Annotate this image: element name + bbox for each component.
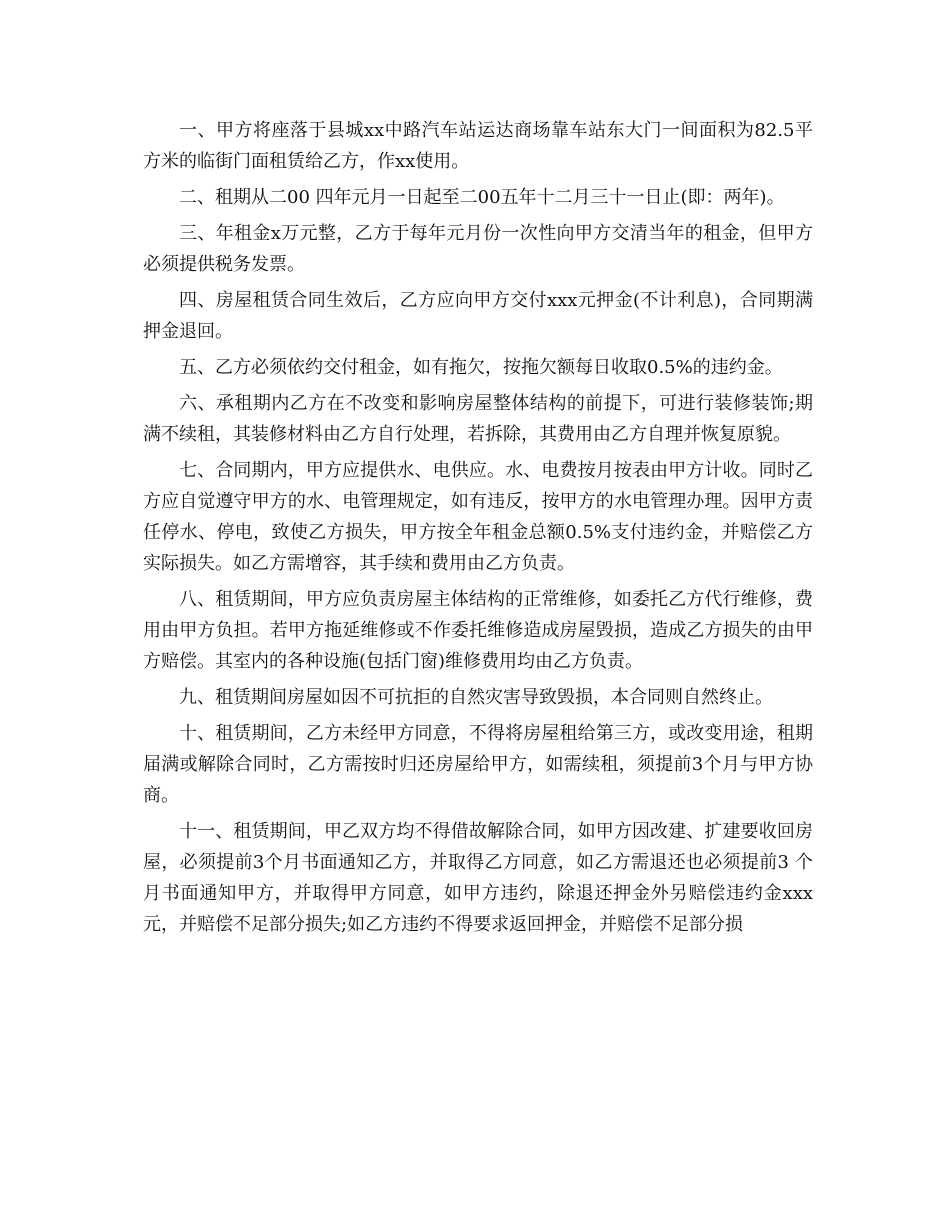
clause-4: 四、房屋租赁合同生效后，乙方应向甲方交付xxx元押金(不计利息)，合同期满押金退回。 — [143, 290, 813, 342]
clause-11: 十一、租赁期间，甲乙双方均不得借故解除合同，如甲方因改建、扩建要收回房屋，必须提前3个月书面通知乙方，并取得乙方同意，如乙方需退还也必须提前3 个月书面通知甲方，并取得甲方同意，如甲方违约，除退还押金外另赔偿违约金xxx元，并赔偿不足部分损失;如乙方违约不得要求返回押金，并赔偿不足部分损 — [143, 821, 813, 935]
clause-7: 七、合同期内，甲方应提供水、电供应。水、电费按月按表由甲方计收。同时乙方应自觉遵守甲方的水、电管理规定，如有违反，按甲方的水电管理办理。因甲方责任停水、停电，致使乙方损失，甲方按全年租金总额0.5%支付违约金，并赔偿乙方实际损失。如乙方需增容，其手续和费用由乙方负责。 — [143, 460, 813, 574]
clause-5: 五、乙方必须依约交付租金，如有拖欠，按拖欠额每日收取0.5%的违约金。 — [179, 357, 783, 378]
clause-6: 六、承租期内乙方在不改变和影响房屋整体结构的前提下，可进行装修装饰;期满不续租，其装修材料由乙方自行处理，若拆除，其费用由乙方自理并恢复原貌。 — [143, 393, 813, 445]
clause-10: 十、租赁期间，乙方未经甲方同意，不得将房屋租给第三方，或改变用途，租期届满或解除合同时，乙方需按时归还房屋给甲方，如需续租，须提前3个月与甲方协商。 — [143, 723, 813, 806]
document-body — [143, 115, 813, 945]
clause-8: 八、租赁期间，甲方应负责房屋主体结构的正常维修，如委托乙方代行维修，费用由甲方负担。若甲方拖延维修或不作委托维修造成房屋毁损，造成乙方损失的由甲方赔偿。其室内的各种设施(包括门窗)维修费用均由乙方负责。 — [143, 589, 813, 672]
clause-2: 二、租期从二00 四年元月一日起至二00五年十二月三十一日止(即：两年)。 — [179, 187, 785, 208]
clause-3: 三、年租金x万元整，乙方于每年元月份一次性向甲方交清当年的租金，但甲方必须提供税务发票。 — [143, 223, 813, 275]
clause-1: 一、甲方将座落于县城xx中路汽车站运达商场靠车站东大门一间面积为82.5平方米的临街门面租赁给乙方，作xx使用。 — [143, 120, 813, 172]
clause-9: 九、租赁期间房屋如因不可抗拒的自然灾害导致毁损，本合同则自然终止。 — [179, 687, 773, 708]
